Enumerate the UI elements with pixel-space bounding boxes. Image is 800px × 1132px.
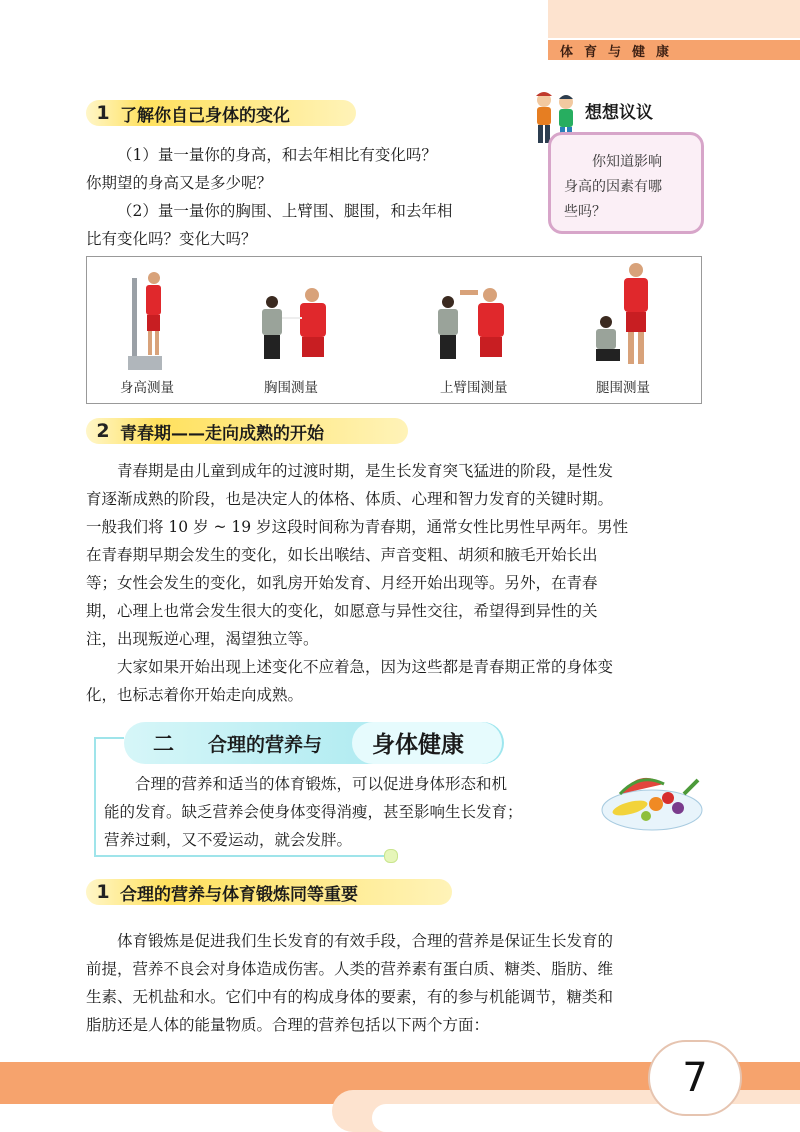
s2-line: 等；女性会发生的变化，如乳房开始发育、月经开始出现等。另外，在青春 [86, 574, 598, 592]
section2-body [86, 457, 716, 709]
caption-height: 身高测量 [120, 380, 174, 396]
fruit-plate-illustration [600, 764, 704, 834]
nutrition-line: 能的发育。缺乏营养会使身体变得消瘦，甚至影响生长发育； [104, 803, 523, 821]
nutrition-number: 二 [153, 732, 174, 756]
upper-arm-measure-photo [430, 286, 520, 366]
s3-line: 脂肪还是人体的能量物质。合理的营养包括以下两个方面： [86, 1016, 490, 1034]
chest-measure-photo [252, 286, 342, 366]
section1-questions [86, 141, 516, 253]
caption-leg: 腿围测量 [596, 380, 650, 396]
section3-heading [86, 879, 452, 905]
s2-line: 期，心理上也常会发生很大的变化，如愿意与异性交往，希望得到异性的关 [86, 602, 598, 620]
nutrition-frame-top [94, 737, 124, 739]
sidebar-line2: 身高的因素有哪 [564, 179, 662, 195]
section1-heading [86, 100, 356, 126]
page-number: 7 [648, 1040, 742, 1116]
sidebar-title: 想想议议 [585, 103, 653, 123]
section3-number: 1 [96, 881, 110, 903]
nutrition-frame-left [94, 737, 96, 857]
section1-number: 1 [96, 102, 110, 124]
section3-body [86, 927, 716, 1039]
q1-line2: 你期望的身高又是多少呢？ [86, 174, 273, 192]
s3-line: 生素、无机盐和水。它们中有的构成身体的要素，有的参与机能调节，糖类和 [86, 988, 614, 1006]
q1-line1: （1）量一量你的身高，和去年相比有变化吗？ [117, 146, 437, 164]
sidebar-line1: 你知道影响 [592, 154, 662, 170]
section2-number: 2 [96, 420, 110, 442]
nutrition-line: 营养过剩，又不爱运动，就会发胖。 [104, 831, 353, 849]
nutrition-body [104, 770, 596, 854]
section1-title: 了解你自己身体的变化 [120, 105, 290, 126]
sidebar-line3: 些吗？ [564, 204, 606, 220]
s2-line: 注，出现叛逆心理，渴望独立等。 [86, 630, 319, 648]
q2-line2: 比有变化吗？变化大吗？ [86, 230, 257, 248]
s3-line: 体育锻炼是促进我们生长发育的有效手段，合理的营养是保证生长发育的 [117, 932, 614, 950]
nutrition-frame-bottom [94, 855, 394, 857]
nutrition-line: 合理的营养和适当的体育锻炼，可以促进身体形态和机 [135, 775, 508, 793]
header-band [548, 0, 800, 38]
section2-title: 青春期——走向成熟的开始 [120, 423, 324, 444]
section2-heading [86, 418, 408, 444]
s2-line: 一般我们将 10 岁 ~ 19 岁这段时间称为青春期，通常女性比男性早两年。男性 [86, 518, 629, 536]
nutrition-title-part1: 合理的营养与 [208, 734, 323, 756]
leg-measure-photo [592, 262, 662, 370]
caption-chest: 胸围测量 [264, 380, 318, 396]
s2-line: 在青春期早期会发生的变化，如长出喉结、声音变粗、胡须和腋毛开始长出 [86, 546, 598, 564]
section3-title: 合理的营养与体育锻炼同等重要 [120, 884, 358, 905]
height-measure-photo [128, 268, 178, 372]
header-subject: 体育与健康 [560, 45, 681, 60]
s2-line: 育逐渐成熟的阶段，也是决定人的体格、体质、心理和智力发育的关键时期。 [86, 490, 614, 508]
s3-line: 前提，营养不良会对身体造成伤害。人类的营养素有蛋白质、糖类、脂肪、维 [86, 960, 614, 978]
s2-p2-line: 化，也标志着你开始走向成熟。 [86, 686, 304, 704]
caption-upper-arm: 上臂围测量 [440, 380, 508, 396]
sidebar-text [564, 150, 688, 225]
s2-p2-line: 大家如果开始出现上述变化不应着急，因为这些都是青春期正常的身体变 [117, 658, 614, 676]
s2-line: 青春期是由儿童到成年的过渡时期，是生长发育突飞猛进的阶段，是性发 [117, 462, 614, 480]
nutrition-title-part2: 身体健康 [372, 732, 464, 758]
q2-line1: （2）量一量你的胸围、上臂围、腿围，和去年相 [117, 202, 453, 220]
footer-white-oval [372, 1104, 800, 1132]
